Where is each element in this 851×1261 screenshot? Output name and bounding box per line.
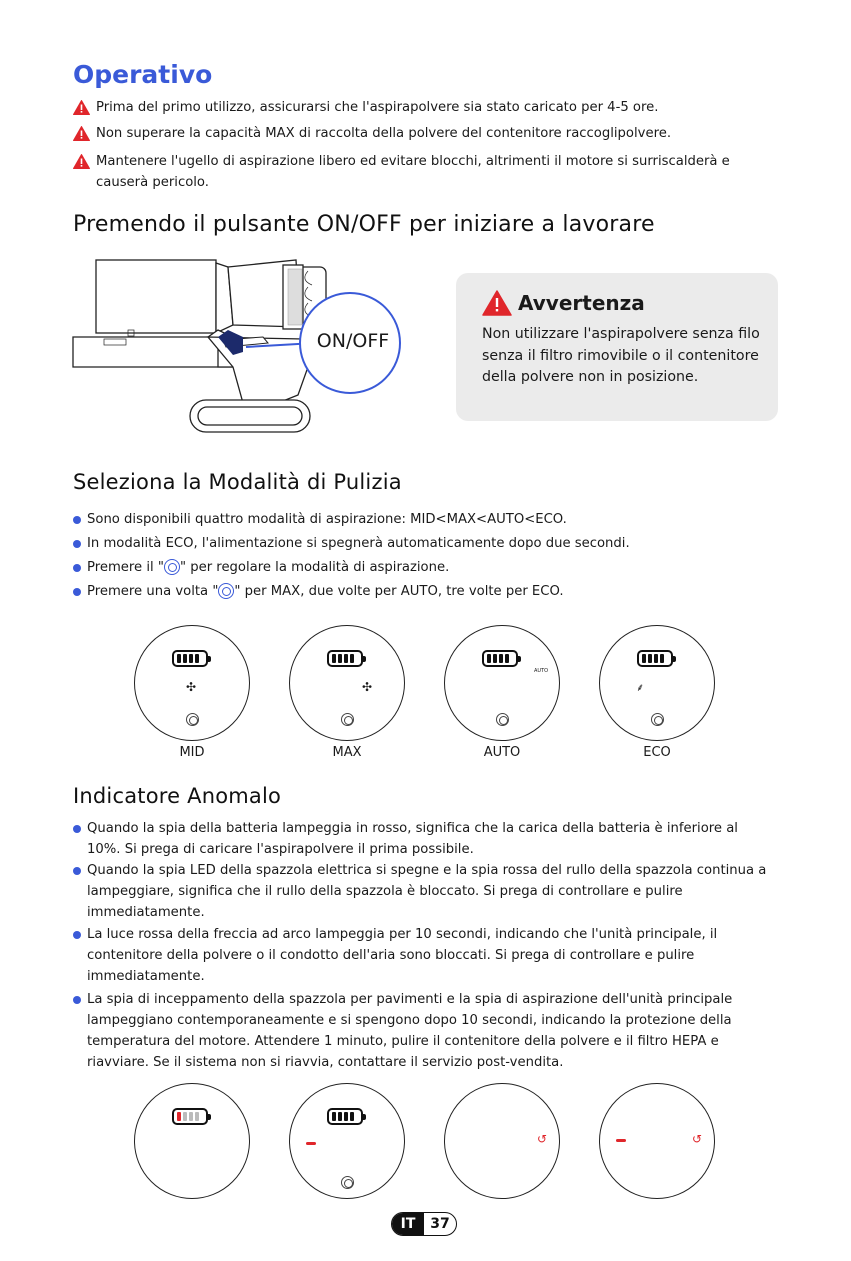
battery-icon	[327, 650, 363, 667]
list-item	[73, 860, 773, 923]
mode-button-icon	[164, 559, 180, 575]
section-title-onoff: Premendo il pulsante ON/OFF per iniziare a lavorare	[73, 212, 655, 237]
anomaly-dial-airflow	[444, 1083, 560, 1199]
section-title-anomaly: Indicatore Anomalo	[73, 784, 282, 808]
bullet-text: Sono disponibili quattro modalità di aspirazione: MID<MAX<AUTO<ECO.	[87, 512, 567, 527]
bullet-text-part: " per regolare la modalità di aspirazione.	[179, 560, 450, 575]
bullet-text: La luce rossa della freccia ad arco lampeggia per 10 secondi, indicando che l'unità principale, il contenitore della polvere o il condotto dell'aria sono bloccati. Si prega di controllare e pulire immediatamente.	[87, 927, 718, 984]
bullet-icon	[73, 540, 81, 548]
bullet-text	[87, 581, 793, 602]
power-button-icon	[341, 1176, 354, 1189]
mode-dial-eco	[599, 625, 715, 741]
battery-low-icon	[172, 1108, 208, 1125]
onoff-label: ON/OFF	[316, 330, 390, 352]
bullet-text	[87, 557, 793, 578]
fan-icon: ✣	[362, 680, 373, 694]
warning-text: Mantenere l'ugello di aspirazione libero ed evitare blocchi, altrimenti il motore si surriscalderà e causerà pericolo.	[96, 154, 730, 190]
list-item	[73, 818, 773, 860]
warning-item	[73, 151, 773, 193]
power-button-icon	[341, 713, 354, 726]
anomaly-dial-brush	[289, 1083, 405, 1199]
bullet-icon	[73, 931, 81, 939]
mode-dial-max	[289, 625, 405, 741]
list-item	[73, 989, 778, 1073]
battery-icon	[327, 1108, 363, 1125]
warning-text: Non superare la capacità MAX di raccolta della polvere del contenitore raccoglipolvere.	[96, 126, 672, 141]
bullet-text-part: " per MAX, due volte per AUTO, tre volte per ECO.	[234, 584, 564, 599]
list-item	[73, 581, 793, 602]
brush-roll-icon	[616, 1139, 626, 1142]
mode-button-icon	[218, 583, 234, 599]
bullet-text-part: Premere il "	[87, 560, 164, 575]
mode-label-max: MAX	[332, 745, 362, 760]
eco-icon: ⸙	[636, 681, 645, 694]
anomaly-dial-temperature	[599, 1083, 715, 1199]
power-button-icon	[186, 713, 199, 726]
mode-dial-auto	[444, 625, 560, 741]
bullet-icon	[73, 996, 81, 1004]
arc-arrow-icon: ↺	[692, 1132, 703, 1146]
bullet-text: Quando la spia della batteria lampeggia in rosso, significa che la carica della batteria è inferiore al 10%. Si prega di caricare l'aspirapolvere il prima possibile.	[87, 821, 738, 857]
brush-roll-icon	[306, 1142, 316, 1145]
mode-dial-mid	[134, 625, 250, 741]
page-number: 37	[430, 1216, 450, 1232]
bullet-text: In modalità ECO, l'alimentazione si spegnerà automaticamente dopo due secondi.	[87, 536, 630, 551]
battery-icon	[482, 650, 518, 667]
anomaly-dial-battery	[134, 1083, 250, 1199]
power-button-icon	[651, 713, 664, 726]
panel-title: Avvertenza	[518, 291, 645, 315]
panel-text: Non utilizzare l'aspirapolvere senza filo senza il filtro rimovibile o il contenitore della polvere non in posizione.	[482, 326, 760, 385]
page-number-badge	[391, 1212, 457, 1236]
auto-indicator: AUTO	[534, 668, 549, 674]
list-item	[73, 557, 793, 578]
fan-icon: ✣	[186, 680, 197, 694]
bullet-text: Quando la spia LED della spazzola elettrica si spegne e la spia rossa del rullo della spazzola continua a lampeggiare, significa che il rullo della spazzola è bloccato. Si prega di controllare e pulire immediatamente.	[87, 863, 767, 920]
warning-item	[73, 97, 773, 118]
warning-icon	[73, 100, 90, 115]
language-tag: IT	[392, 1213, 424, 1235]
warning-icon	[73, 154, 90, 169]
warning-item	[73, 123, 773, 144]
arc-arrow-icon: ↺	[537, 1132, 548, 1146]
section-title-modes: Seleziona la Modalità di Pulizia	[73, 470, 402, 494]
warning-icon	[482, 290, 512, 316]
mode-label-eco: ECO	[643, 745, 671, 760]
battery-icon	[172, 650, 208, 667]
battery-icon	[637, 650, 673, 667]
mode-label-mid: MID	[179, 745, 205, 760]
power-button-icon	[496, 713, 509, 726]
bullet-icon	[73, 588, 81, 596]
bullet-icon	[73, 825, 81, 833]
bullet-text: La spia di inceppamento della spazzola per pavimenti e la spia di aspirazione dell'unità principale lampeggiano contemporaneamente e si spengono dopo 10 secondi, indicando la protezione della temperatura del motore. Attendere 1 minuto, pulire il contenitore della polvere e il filtro HEPA e riavviare. Se il sistema non si riavvia, contattare il servizio post-vendita.	[87, 992, 733, 1070]
section-title-operativo: Operativo	[73, 60, 213, 89]
warning-text: Prima del primo utilizzo, assicurarsi che l'aspirapolvere sia stato caricato per 4-5 ore.	[96, 100, 659, 115]
list-item	[73, 509, 793, 530]
list-item	[73, 533, 793, 554]
warning-panel	[456, 273, 778, 421]
mode-label-auto: AUTO	[483, 745, 521, 760]
panel-header	[482, 290, 645, 316]
warning-icon	[73, 126, 90, 141]
list-item	[73, 924, 773, 987]
bullet-icon	[73, 564, 81, 572]
bullet-text-part: Premere una volta "	[87, 584, 219, 599]
bullet-icon	[73, 516, 81, 524]
bullet-icon	[73, 867, 81, 875]
